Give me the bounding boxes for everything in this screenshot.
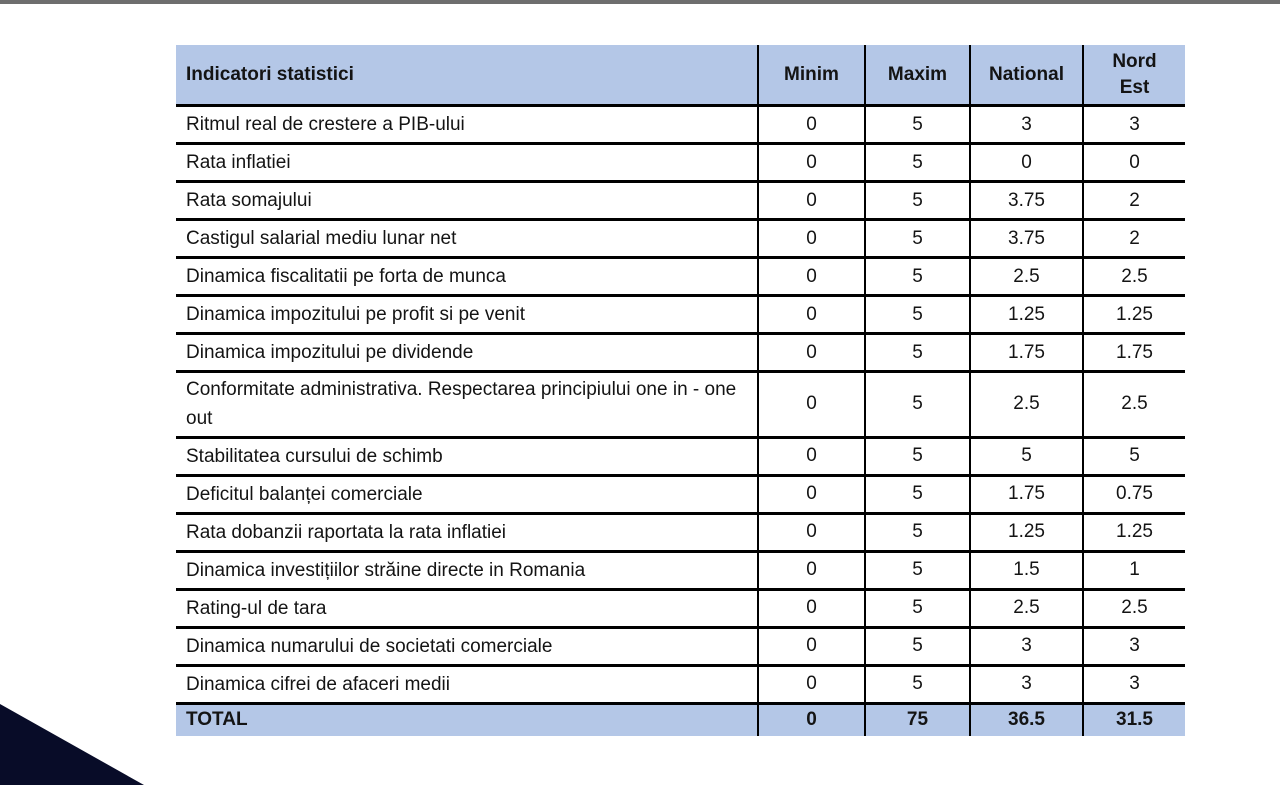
cell-maxim: 5 [865, 627, 970, 665]
table-row [176, 627, 1185, 665]
cell-national: 1.25 [970, 513, 1083, 551]
table-row [176, 258, 1185, 296]
cell-maxim: 5 [865, 296, 970, 334]
cell-national: 1.75 [970, 334, 1083, 372]
cell-nord-est: 2 [1083, 182, 1185, 220]
cell-minim: 0 [758, 665, 865, 703]
cell-national: 1.25 [970, 296, 1083, 334]
header-nord-est-label: Nord Est [1112, 50, 1157, 98]
table-row [176, 144, 1185, 182]
cell-maxim: 5 [865, 334, 970, 372]
cell-indicator: Dinamica cifrei de afaceri medii [176, 665, 758, 703]
cell-minim: 0 [758, 258, 865, 296]
cell-nord-est: 2.5 [1083, 258, 1185, 296]
cell-minim: 0 [758, 296, 865, 334]
cell-nord-est: 3 [1083, 627, 1185, 665]
table-row [176, 513, 1185, 551]
header-minim: Minim [758, 45, 865, 106]
cell-maxim: 5 [865, 372, 970, 438]
cell-minim: 0 [758, 106, 865, 144]
cell-maxim: 5 [865, 475, 970, 513]
indicators-table [176, 45, 1185, 736]
top-border-bar [0, 0, 1280, 4]
cell-indicator: Rata dobanzii raportata la rata inflatiei [176, 513, 758, 551]
cell-maxim: 5 [865, 665, 970, 703]
cell-indicator: Dinamica investițiilor străine directe in Romania [176, 551, 758, 589]
cell-minim: 0 [758, 627, 865, 665]
cell-national: 2.5 [970, 372, 1083, 438]
cell-indicator: Deficitul balanței comerciale [176, 475, 758, 513]
cell-maxim: 5 [865, 513, 970, 551]
header-nord-est [1083, 45, 1185, 106]
cell-nord-est: 3 [1083, 106, 1185, 144]
cell-maxim: 5 [865, 551, 970, 589]
cell-minim: 0 [758, 551, 865, 589]
cell-national: 0 [970, 144, 1083, 182]
table-row [176, 182, 1185, 220]
cell-national: 3 [970, 627, 1083, 665]
total-nord-est: 31.5 [1083, 703, 1185, 736]
cell-nord-est: 1.25 [1083, 513, 1185, 551]
cell-minim: 0 [758, 144, 865, 182]
cell-nord-est: 0 [1083, 144, 1185, 182]
total-maxim: 75 [865, 703, 970, 736]
cell-maxim: 5 [865, 144, 970, 182]
header-row [176, 45, 1185, 106]
cell-minim: 0 [758, 437, 865, 475]
cell-nord-est: 0.75 [1083, 475, 1185, 513]
total-minim: 0 [758, 703, 865, 736]
cell-maxim: 5 [865, 258, 970, 296]
cell-national: 2.5 [970, 589, 1083, 627]
cell-national: 3 [970, 106, 1083, 144]
cell-national: 3 [970, 665, 1083, 703]
cell-national: 1.5 [970, 551, 1083, 589]
table-row [176, 106, 1185, 144]
cell-indicator: Castigul salarial mediu lunar net [176, 220, 758, 258]
cell-maxim: 5 [865, 220, 970, 258]
corner-triangle-decoration [0, 704, 144, 785]
cell-minim: 0 [758, 182, 865, 220]
table-row [176, 334, 1185, 372]
cell-national: 3.75 [970, 220, 1083, 258]
cell-indicator: Dinamica numarului de societati comerciale [176, 627, 758, 665]
cell-maxim: 5 [865, 589, 970, 627]
cell-indicator: Rata inflatiei [176, 144, 758, 182]
table-row [176, 437, 1185, 475]
cell-national: 5 [970, 437, 1083, 475]
cell-indicator: Rating-ul de tara [176, 589, 758, 627]
table-row [176, 589, 1185, 627]
header-maxim: Maxim [865, 45, 970, 106]
cell-minim: 0 [758, 513, 865, 551]
cell-maxim: 5 [865, 106, 970, 144]
table-row [176, 372, 1185, 438]
total-label: TOTAL [176, 703, 758, 736]
table-row [176, 665, 1185, 703]
header-national: National [970, 45, 1083, 106]
cell-nord-est: 2 [1083, 220, 1185, 258]
cell-national: 1.75 [970, 475, 1083, 513]
cell-minim: 0 [758, 334, 865, 372]
cell-nord-est: 1.75 [1083, 334, 1185, 372]
cell-nord-est: 1 [1083, 551, 1185, 589]
cell-nord-est: 2.5 [1083, 372, 1185, 438]
cell-minim: 0 [758, 475, 865, 513]
cell-national: 3.75 [970, 182, 1083, 220]
cell-minim: 0 [758, 372, 865, 438]
table-row [176, 551, 1185, 589]
cell-nord-est: 1.25 [1083, 296, 1185, 334]
table-row [176, 475, 1185, 513]
table-row [176, 220, 1185, 258]
total-row [176, 703, 1185, 736]
cell-indicator: Dinamica impozitului pe dividende [176, 334, 758, 372]
cell-indicator: Conformitate administrativa. Respectarea principiului one in - one out [176, 372, 758, 438]
cell-indicator: Dinamica fiscalitatii pe forta de munca [176, 258, 758, 296]
cell-indicator: Rata somajului [176, 182, 758, 220]
cell-nord-est: 5 [1083, 437, 1185, 475]
cell-indicator: Ritmul real de crestere a PIB-ului [176, 106, 758, 144]
cell-minim: 0 [758, 589, 865, 627]
cell-indicator: Dinamica impozitului pe profit si pe venit [176, 296, 758, 334]
cell-indicator: Stabilitatea cursului de schimb [176, 437, 758, 475]
cell-national: 2.5 [970, 258, 1083, 296]
cell-nord-est: 2.5 [1083, 589, 1185, 627]
cell-maxim: 5 [865, 437, 970, 475]
cell-maxim: 5 [865, 182, 970, 220]
cell-nord-est: 3 [1083, 665, 1185, 703]
table-row [176, 296, 1185, 334]
cell-minim: 0 [758, 220, 865, 258]
total-national: 36.5 [970, 703, 1083, 736]
header-indicatori-statistici: Indicatori statistici [176, 45, 758, 106]
